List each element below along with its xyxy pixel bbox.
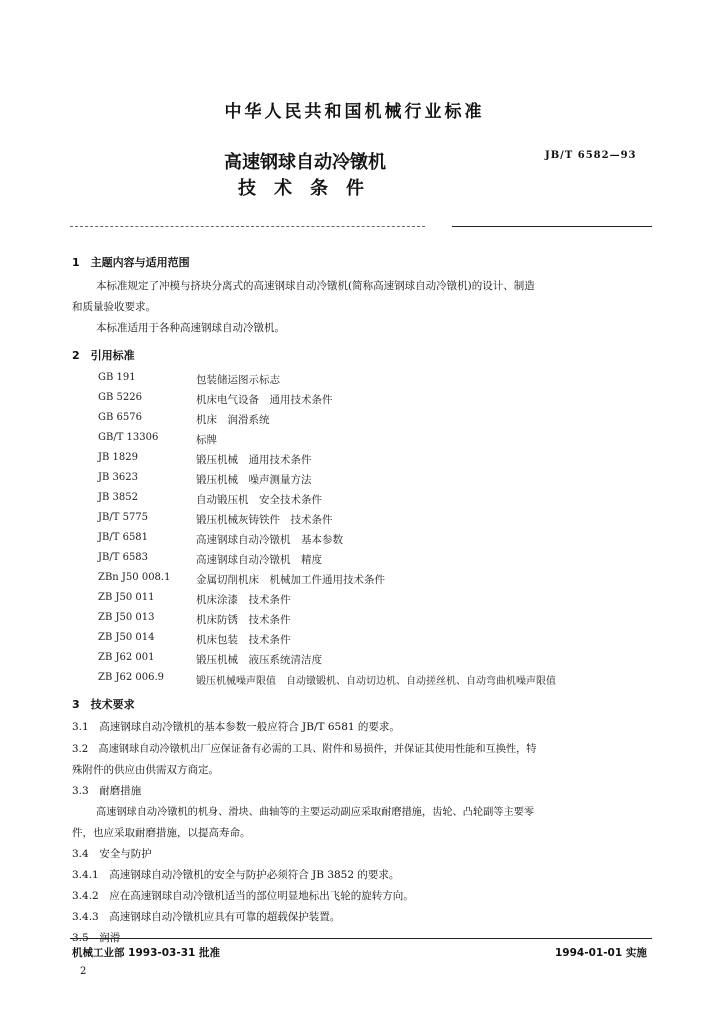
header-divider-right [452, 226, 652, 227]
section-3-heading: 3 技术要求 [72, 698, 135, 711]
clause-3-4-2: 3.4.2 应在高速钢球自动冷镦机适当的部位明显地标出飞轮的旋转方向。 [72, 890, 414, 902]
clause-3-2-line2: 殊附件的供应由供需双方商定。 [72, 764, 219, 776]
ref-name: 锻压机械灰铸铁件 技术条件 [196, 514, 333, 526]
page-number: 2 [80, 966, 87, 977]
ref-name: 机床包装 技术条件 [196, 634, 291, 646]
ref-name: 锻压机械噪声限值 自动镦锻机、自动切边机、自动搓丝机、自动弯曲机噪声限值 [196, 676, 556, 687]
ref-name: 高速钢球自动冷镦机 精度 [196, 554, 322, 566]
ref-code: ZBn J50 008.1 [98, 572, 171, 583]
ref-code: ZB J50 011 [98, 592, 155, 603]
ref-code: JB 1829 [98, 452, 138, 463]
ref-name: 自动锻压机 安全技术条件 [196, 494, 322, 506]
clause-3-3-heading: 3.3 耐磨措施 [72, 785, 142, 797]
ref-code: GB/T 13306 [98, 432, 159, 443]
ref-code: GB 6576 [98, 412, 142, 423]
ref-code: GB 5226 [98, 392, 142, 403]
ref-name: 机床涂漆 技术条件 [196, 594, 291, 606]
ref-name: 包装储运图示标志 [196, 374, 280, 386]
ref-code: JB/T 6583 [98, 552, 149, 563]
clause-3-5-heading: 3.5 润滑 [72, 932, 121, 944]
ref-code: JB/T 6581 [98, 532, 149, 543]
implementation-date: 1994-01-01 实施 [555, 947, 647, 959]
clause-3-3-line2: 件，也应采取耐磨措施，以提高寿命。 [72, 827, 251, 839]
ref-code: ZB J50 013 [98, 612, 155, 623]
ref-code: JB 3852 [98, 492, 138, 503]
ref-code: JB 3623 [98, 472, 138, 483]
ref-name: 锻压机械 通用技术条件 [196, 454, 312, 466]
footer-divider [70, 938, 652, 939]
section-1-heading: 1 主题内容与适用范围 [72, 256, 190, 269]
issuing-organization: 中华人民共和国机械行业标准 [224, 102, 485, 122]
clause-3-3-line1: 高速钢球自动冷镦机的机身、滑块、曲轴等的主要运动副应采取耐磨措施，齿轮、凸轮副等主要零 [96, 807, 535, 818]
ref-code: GB 191 [98, 372, 136, 383]
ref-code: ZB J50 014 [98, 632, 155, 643]
ref-code: ZB J62 006.9 [98, 672, 165, 683]
ref-name: 标牌 [196, 434, 217, 446]
clause-3-4-3: 3.4.3 高速钢球自动冷镦机应具有可靠的超载保护装置。 [72, 911, 341, 923]
standard-title-line2: 技术条件 [238, 178, 382, 199]
section-2-heading: 2 引用标准 [72, 349, 135, 362]
clause-3-4-heading: 3.4 安全与防护 [72, 848, 152, 860]
ref-code: JB/T 5775 [98, 512, 149, 523]
ref-name: 金属切削机床 机械加工件通用技术条件 [196, 574, 385, 586]
approval-date: 机械工业部 1993-03-31 批准 [72, 947, 220, 959]
standard-code: JB/T 6582—93 [545, 150, 637, 161]
ref-name: 机床 润滑系统 [196, 414, 270, 426]
section-1-para2: 本标准适用于各种高速钢球自动冷镦机。 [96, 322, 285, 334]
header-divider-left [70, 226, 425, 227]
clause-3-4-1: 3.4.1 高速钢球自动冷镦机的安全与防护必须符合 JB 3852 的要求。 [72, 869, 400, 881]
ref-name: 锻压机械 噪声测量方法 [196, 474, 312, 486]
section-1-para1-line2: 和质量验收要求。 [72, 301, 156, 313]
section-1-para1-line1: 本标准规定了冲模与挤块分离式的高速钢球自动冷镦机(简称高速钢球自动冷镦机)的设计、制造 [96, 280, 535, 292]
clause-3-2-line1: 3.2 高速钢球自动冷镦机出厂应保证备有必需的工具、附件和易损件，并保证其使用性能和互换性，特 [72, 744, 537, 755]
ref-name: 高速钢球自动冷镦机 基本参数 [196, 534, 343, 546]
ref-name: 机床防锈 技术条件 [196, 614, 291, 626]
ref-name: 机床电气设备 通用技术条件 [196, 394, 333, 406]
standard-title-line1: 高速钢球自动冷镦机 [224, 152, 386, 173]
ref-name: 锻压机械 液压系统清洁度 [196, 654, 322, 666]
clause-3-1: 3.1 高速钢球自动冷镦机的基本参数一般应符合 JB/T 6581 的要求。 [72, 721, 400, 733]
ref-code: ZB J62 001 [98, 652, 155, 663]
